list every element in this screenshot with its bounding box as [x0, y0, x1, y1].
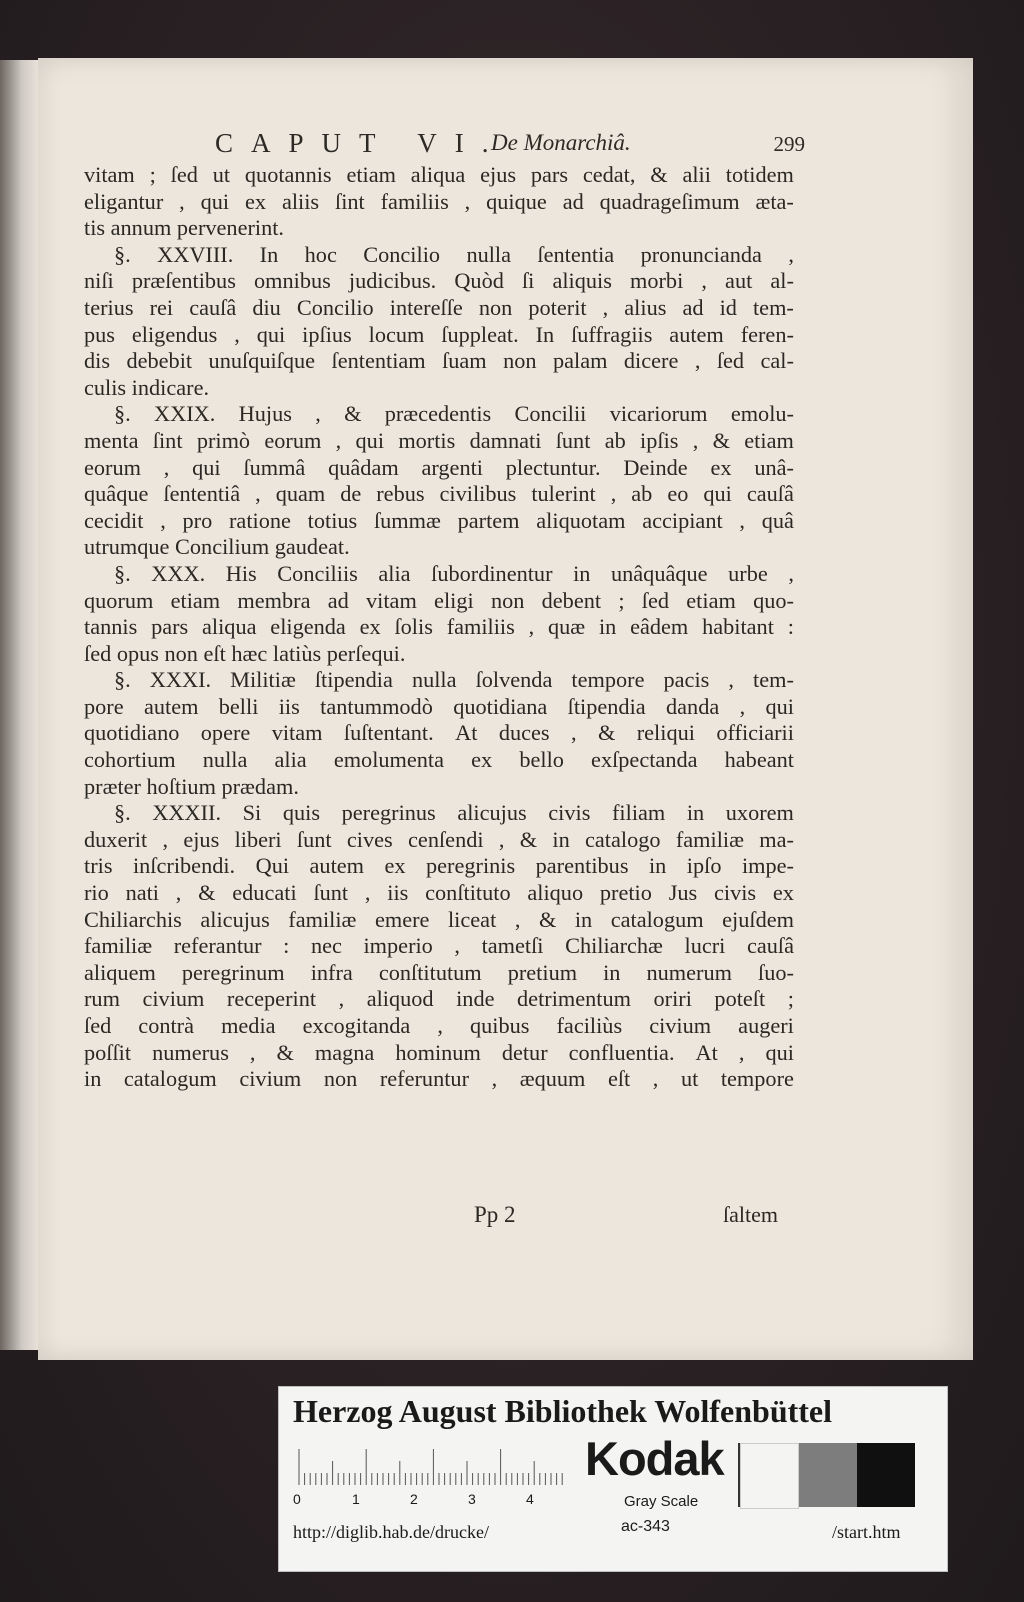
text-line: tis annum pervenerint.	[84, 215, 284, 241]
ruler-number: 4	[526, 1491, 534, 1507]
text-line: niſi præſentibus omnibus judicibus. Quòd ſi aliquis morbi , aut al-	[84, 268, 794, 294]
text-line: præter hoſtium prædam.	[84, 773, 299, 799]
text-line: §. XXIX. Hujus , & præcedentis Concilii vicariorum emolu-	[114, 401, 794, 427]
ruler-number: 1	[352, 1491, 360, 1507]
text-line: terius rei cauſâ diu Concilio intereſſe non poterit , alius ad id tem-	[84, 294, 794, 320]
text-line: cohortium nulla alia emolumenta ex bello exſpectanda habeant	[84, 747, 794, 773]
text-line: eorum , qui ſummâ quâdam argenti plectuntur. Deinde ex unâ-	[84, 454, 794, 480]
catchword: ſaltem	[723, 1202, 778, 1227]
body-text	[84, 162, 794, 1093]
text-line: cecidit , pro ratione totius ſummæ partem aliquotam accipiant , quâ	[84, 507, 794, 533]
text-line: ſed contrà media excogitanda , quibus faciliùs civium augeri	[84, 1013, 794, 1038]
text-line: duxerit , ejus liberi ſunt cives cenſendi , & in catalogo familiæ ma-	[84, 826, 794, 852]
gray-scale-label: Gray Scale	[624, 1493, 699, 1510]
text-line: rum civium receperint , aliquod inde detrimentum oriri poteſt ;	[84, 986, 794, 1012]
url-right: /start.htm	[832, 1522, 901, 1542]
text-line: §. XXXII. Si quis peregrinus alicujus civis filiam in uxorem	[114, 800, 794, 826]
text-line: pore autem belli iis tantummodò quotidiana ſtipendia danda , qui	[84, 693, 794, 719]
url-left: http://diglib.hab.de/drucke/	[293, 1522, 489, 1542]
text-line: dis debebit unuſquiſque ſententiam ſuam non palam dicere , ſed cal-	[84, 348, 794, 374]
text-line: poſſit numerus , & magna hominum detur confluentia. At , qui	[84, 1039, 794, 1065]
running-header	[215, 128, 805, 162]
text-line: ſed opus non eſt hæc latiùs perſequi.	[84, 640, 406, 666]
header-title: De Monarchiâ.	[491, 130, 631, 155]
text-line: quorum etiam membra ad vitam eligi non debent ; ſed etiam quo-	[84, 587, 794, 613]
ruler-number: 0	[293, 1491, 301, 1507]
text-line: §. XXX. His Conciliis alia ſubordinentur in unâquâque urbe ,	[114, 560, 794, 586]
ruler-number: 3	[468, 1491, 476, 1507]
white-swatch	[740, 1443, 799, 1509]
kodak-logo: Kodak	[585, 1432, 724, 1485]
ruler-scale	[297, 1447, 567, 1487]
header-caput: CAPUT VI.	[215, 128, 507, 158]
text-line: in catalogum civium non referuntur , æquum eſt , ut tempore	[84, 1066, 794, 1092]
text-line: aliquem peregrinum infra conſtitutum pretium in numerum ſuo-	[84, 959, 794, 985]
shelf-code: ac-343	[621, 1518, 670, 1535]
text-line: vitam ; ſed ut quotannis etiam aliqua ejus pars cedat, & alii totidem	[84, 162, 794, 187]
text-line: tannis pars aliqua eligenda ex ſolis familiis , quæ in eâdem habitant :	[84, 614, 794, 640]
text-line: quotidiano opere vitam ſuſtentant. At duces , & reliqui officiarii	[84, 720, 794, 746]
text-line: Chiliarchis alicujus familiæ emere liceat , & in catalogum ejuſdem	[84, 906, 794, 932]
text-line: eligantur , qui ex aliis ſint familiis , quique ad quadrageſimum æta-	[84, 188, 794, 214]
text-line: utrumque Concilium gaudeat.	[84, 534, 350, 560]
text-line: §. XXXI. Militiæ ſtipendia nulla ſolvenda tempore pacis , tem-	[114, 667, 794, 693]
ruler-number: 2	[410, 1491, 418, 1507]
text-line: familiæ referantur : nec imperio , tametſi Chiliarchæ lucri cauſâ	[84, 933, 794, 959]
text-line: menta ſint primò eorum , qui mortis damnati ſunt ab ipſis , & etiam	[84, 427, 794, 453]
text-line: quâque ſententiâ , quam de rebus civilibus tulerint , ab eo qui cauſâ	[84, 481, 794, 507]
page-number: 299	[773, 132, 805, 156]
gray-swatch	[799, 1443, 857, 1507]
text-line: §. XXVIII. In hoc Concilio nulla ſententia pronuncianda ,	[114, 241, 794, 267]
text-line: tris inſcribendi. Qui autem ex peregrinis parentibus in ipſo impe-	[84, 853, 794, 879]
text-line: culis indicare.	[84, 374, 210, 400]
target-card	[278, 1386, 948, 1572]
text-line: pus eligendus , qui ipſius locum ſuppleat. In ſuffragiis autem feren-	[84, 321, 794, 347]
library-name: Herzog August Bibliothek Wolfenbüttel	[293, 1393, 833, 1429]
signature-mark: Pp 2	[474, 1202, 516, 1227]
black-swatch	[857, 1443, 915, 1507]
text-line: rio nati , & educati ſunt , iis conſtituto aliquo pretio Jus civis ex	[84, 880, 794, 906]
page-edge	[0, 60, 40, 1350]
